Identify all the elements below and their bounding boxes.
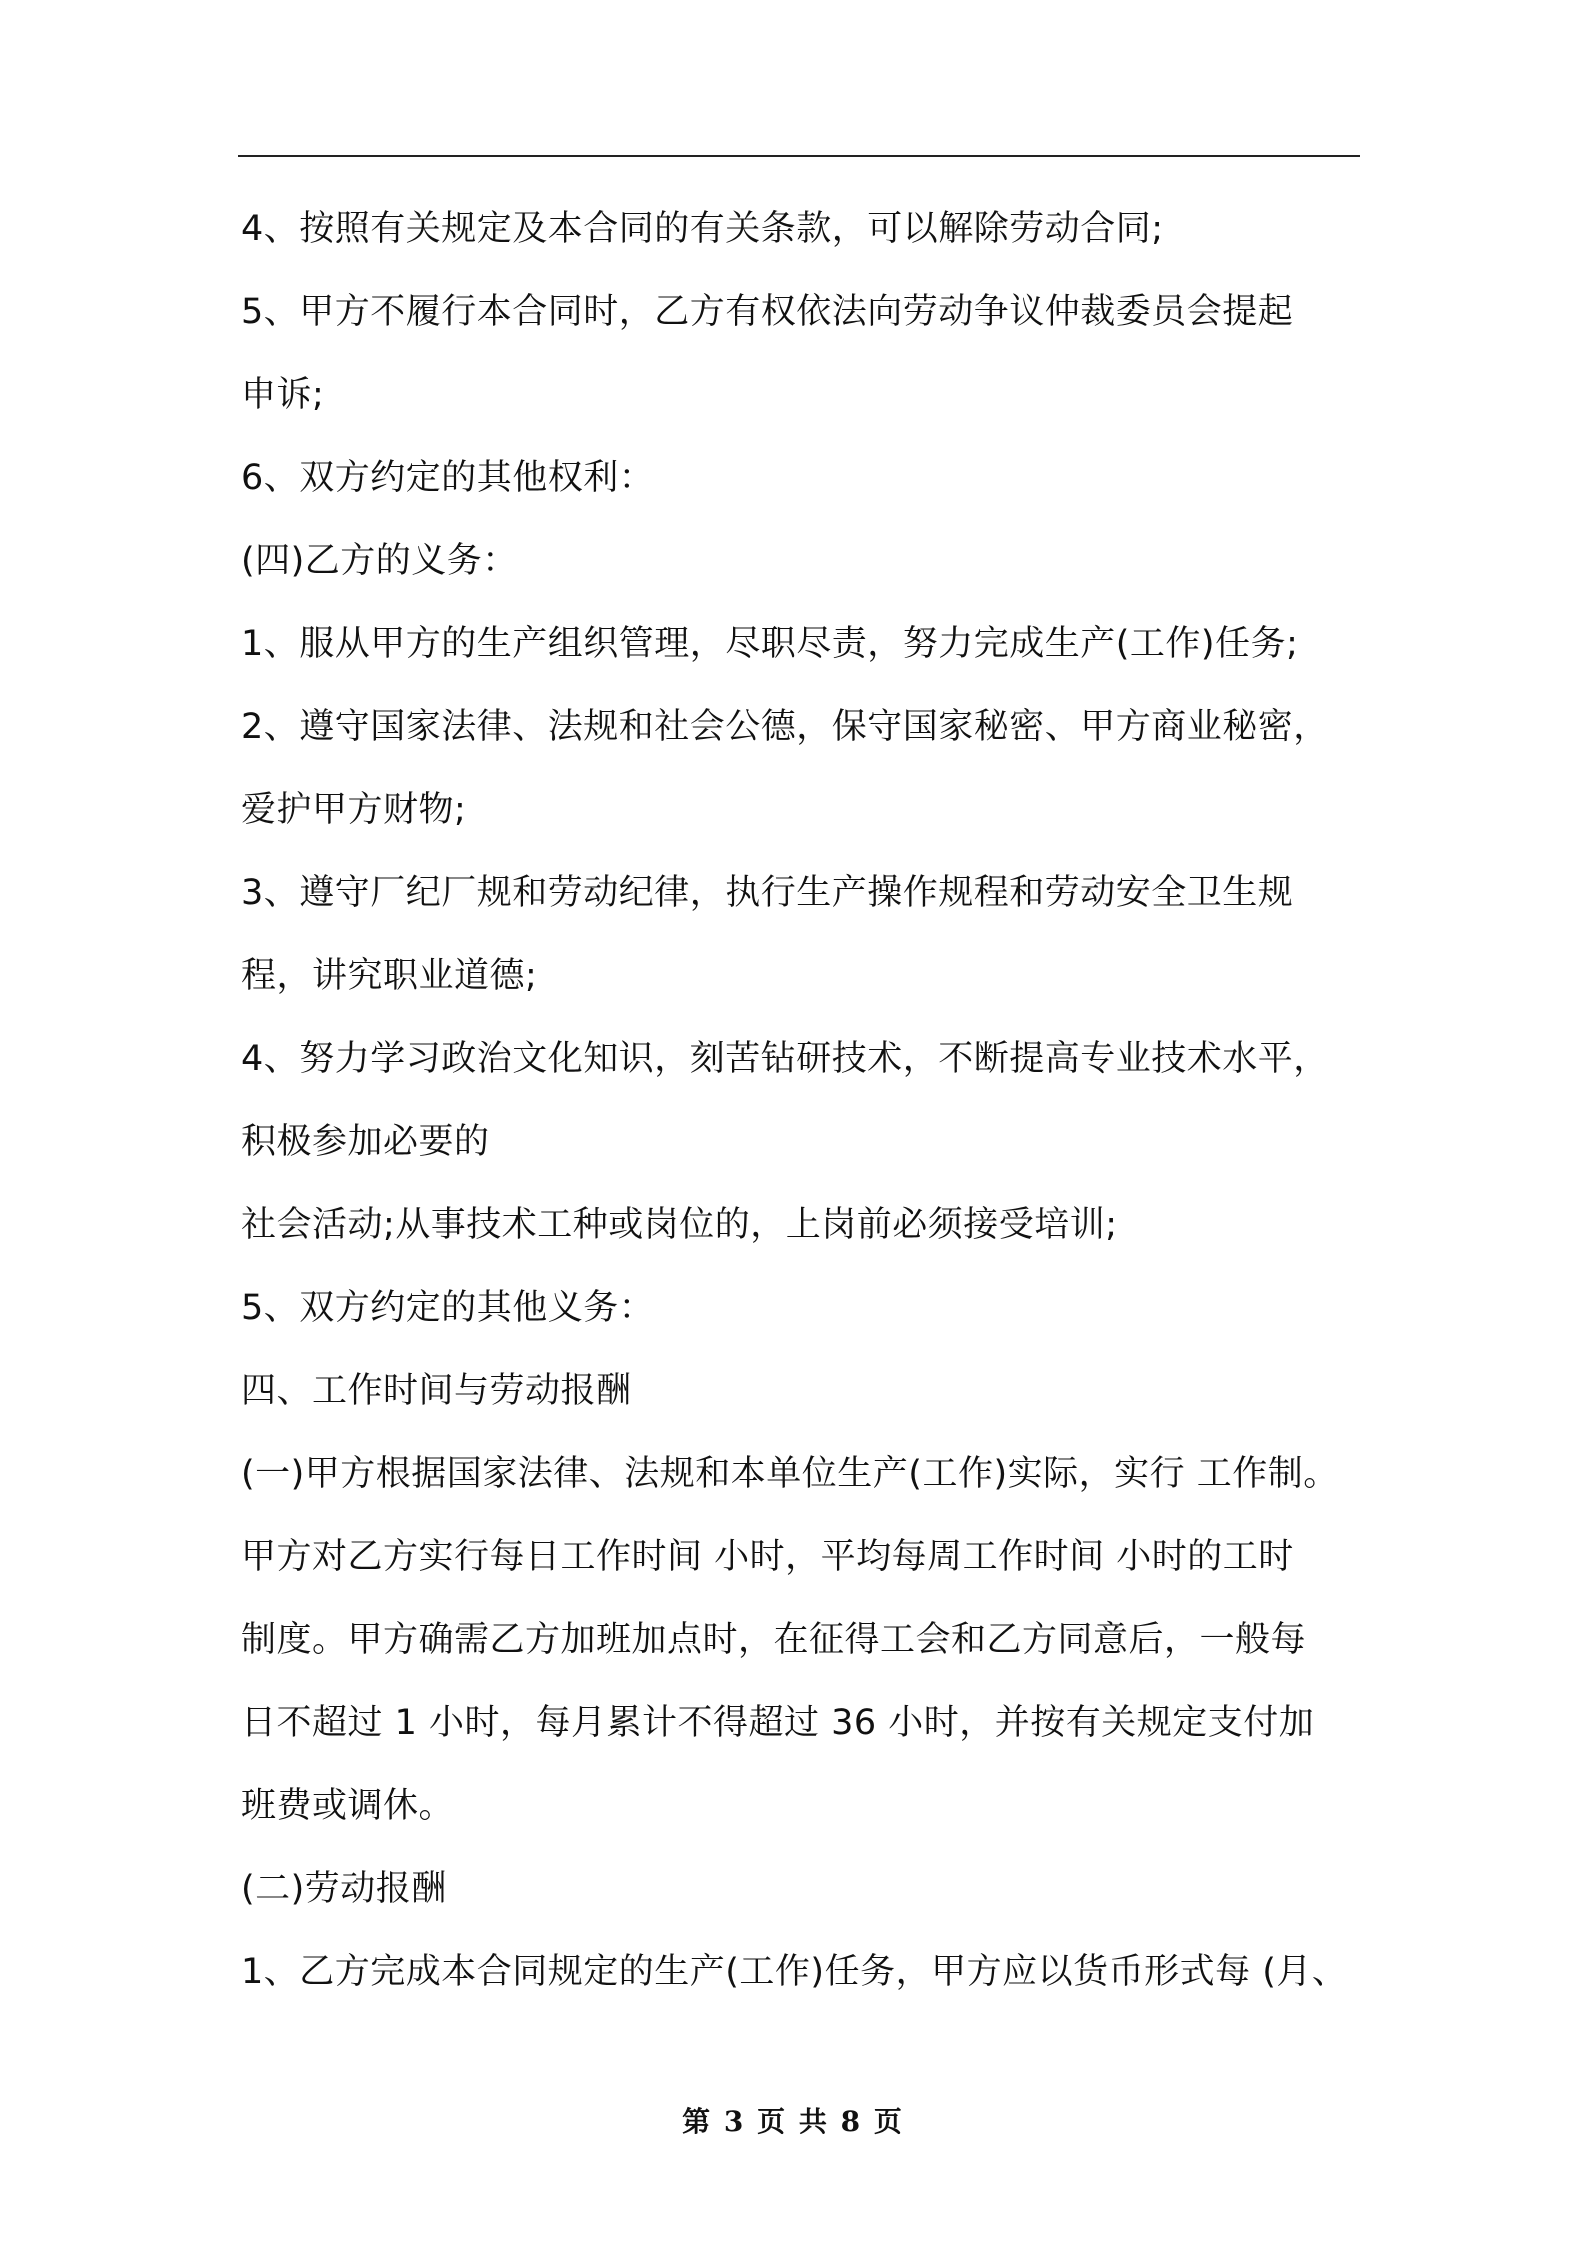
- text-line: 爱护甲方财物;: [241, 790, 467, 830]
- text-line: 4、努力学习政治文化知识，刻苦钻研技术，不断提高专业技术水平，: [241, 1039, 1329, 1079]
- text-line: 5、双方约定的其他义务：: [241, 1288, 655, 1328]
- header-divider: [238, 155, 1360, 157]
- text-line: 制度。甲方确需乙方加班加点时，在征得工会和乙方同意后，一般每: [241, 1620, 1307, 1660]
- section-heading: (二)劳动报酬: [241, 1869, 447, 1909]
- text-line: 日不超过 1 小时，每月累计不得超过 36 小时，并按有关规定支付加: [241, 1703, 1315, 1743]
- text-line: 1、服从甲方的生产组织管理，尽职尽责，努力完成生产(工作)任务;: [241, 624, 1299, 664]
- text-line: 2、遵守国家法律、法规和社会公德，保守国家秘密、甲方商业秘密，: [241, 707, 1329, 747]
- text-line: 申诉;: [241, 375, 325, 415]
- text-line: 班费或调休。: [241, 1786, 455, 1826]
- text-line: (一)甲方根据国家法律、法规和本单位生产(工作)实际，实行 工作制。: [241, 1454, 1339, 1494]
- text-line: 4、按照有关规定及本合同的有关条款，可以解除劳动合同;: [241, 209, 1164, 249]
- text-line: 甲方对乙方实行每日工作时间 小时，平均每周工作时间 小时的工时: [241, 1537, 1294, 1577]
- text-line: 3、遵守厂纪厂规和劳动纪律，执行生产操作规程和劳动安全卫生规: [241, 873, 1294, 913]
- page-number-footer: 第 3 页 共 8 页: [682, 2105, 904, 2138]
- text-line: 6、双方约定的其他权利：: [241, 458, 655, 498]
- text-line: 5、甲方不履行本合同时，乙方有权依法向劳动争议仲裁委员会提起: [241, 292, 1294, 332]
- text-line: 程，讲究职业道德;: [241, 956, 538, 996]
- text-line: 1、乙方完成本合同规定的生产(工作)任务，甲方应以货币形式每 (月、: [241, 1952, 1348, 1992]
- section-heading: (四)乙方的义务：: [241, 541, 518, 581]
- section-heading: 四、工作时间与劳动报酬: [241, 1371, 632, 1411]
- text-line: 积极参加必要的: [241, 1122, 490, 1162]
- text-line: 社会活动;从事技术工种或岗位的，上岗前必须接受培训;: [241, 1205, 1118, 1245]
